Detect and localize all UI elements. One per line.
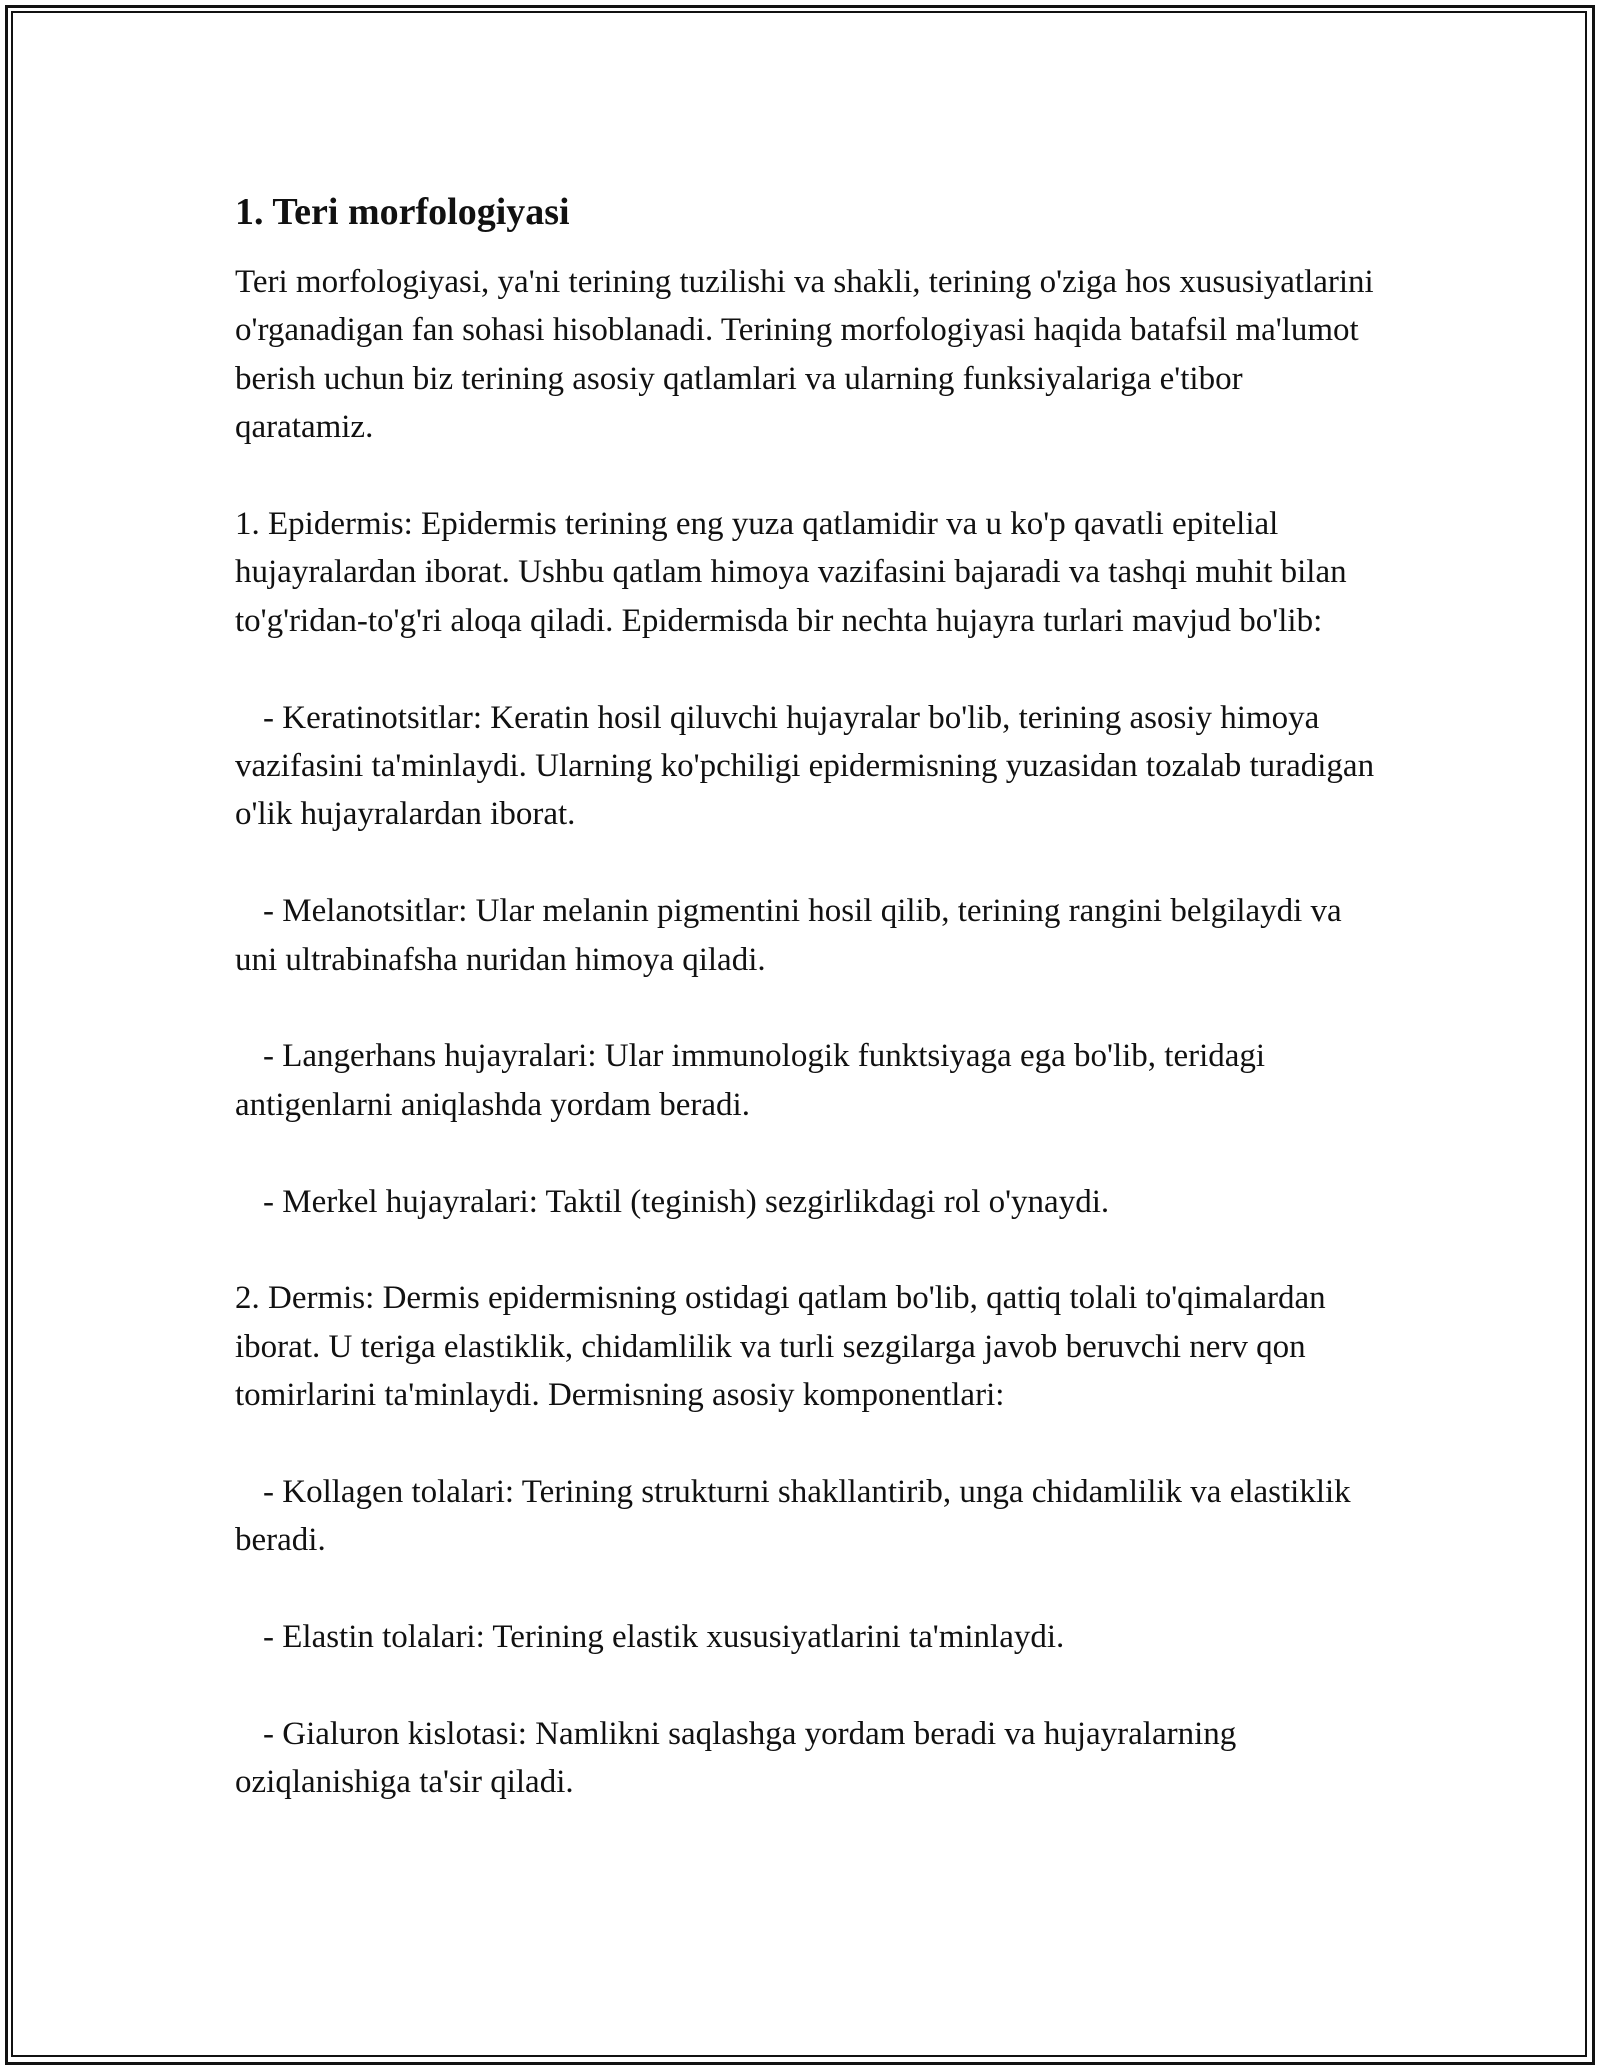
langerhans-list-item: - Langerhans hujayralari: Ular immunologik funktsiyaga ega bo'lib, teridagi antigenlarni aniqlashda yordam beradi. [235, 1038, 1266, 1123]
epidermis-paragraph: 1. Epidermis: Epidermis terining eng yuza qatlamidir va u ko'p qavatli epitelial hujayralardan iborat. Ushbu qatlam himoya vazifasini bajaradi va tashqi muhit bilan to'g'ridan-to'g'ri aloqa qiladi. Epidermisda bir nechta hujayra turlari mavjud bo'lib: [235, 506, 1347, 639]
section-text [235, 258, 1385, 1807]
section-heading: 1. Teri morfologiyasi [235, 191, 570, 233]
keratinocytes-list-item: - Keratinotsitlar: Keratin hosil qiluvchi hujayralar bo'lib, terining asosiy himoya vazifasini ta'minlaydi. Ularning ko'pchiligi epidermisning yuzasidan tozalab turadigan o'lik hujayralardan iborat. [235, 699, 1375, 833]
intro-paragraph: Teri morfologiyasi, ya'ni terining tuzilishi va shakli, terining o'ziga hos xususiyatlarini o'rganadigan fan sohasi hisoblanadi. Terining morfologiyasi haqida batafsil ma'lumot berish uchun biz terining asosiy qatlamlari va ularning funksiyalariga e'tibor qaratamiz. [235, 264, 1374, 446]
merkel-list-item: - Merkel hujayralari: Taktil (teginish) sezgirlikdagi rol o'ynaydi. [263, 1183, 1110, 1220]
collagen-list-item: - Kollagen tolalari: Terining strukturni shakllantirib, unga chidamlilik va elastiklik beradi. [235, 1474, 1351, 1559]
document-body [235, 186, 1385, 1807]
hyaluronic-list-item: - Gialuron kislotasi: Namlikni saqlashga yordam beradi va hujayralarning oziqlanishiga ta'sir qiladi. [235, 1716, 1237, 1801]
dermis-paragraph: 2. Dermis: Dermis epidermisning ostidagi qatlam bo'lib, qattiq tolali to'qimalardan iborat. U teriga elastiklik, chidamlilik va turli sezgilarga javob beruvchi nerv qon tomirlarini ta'minlaydi. Dermisning asosiy komponentlari: [235, 1280, 1326, 1414]
elastin-list-item: - Elastin tolalari: Terining elastik xususiyatlarini ta'minlaydi. [263, 1619, 1065, 1656]
melanocytes-list-item: - Melanotsitlar: Ular melanin pigmentini hosil qilib, terining rangini belgilaydi va uni ultrabinafsha nuridan himoya qiladi. [235, 893, 1342, 978]
